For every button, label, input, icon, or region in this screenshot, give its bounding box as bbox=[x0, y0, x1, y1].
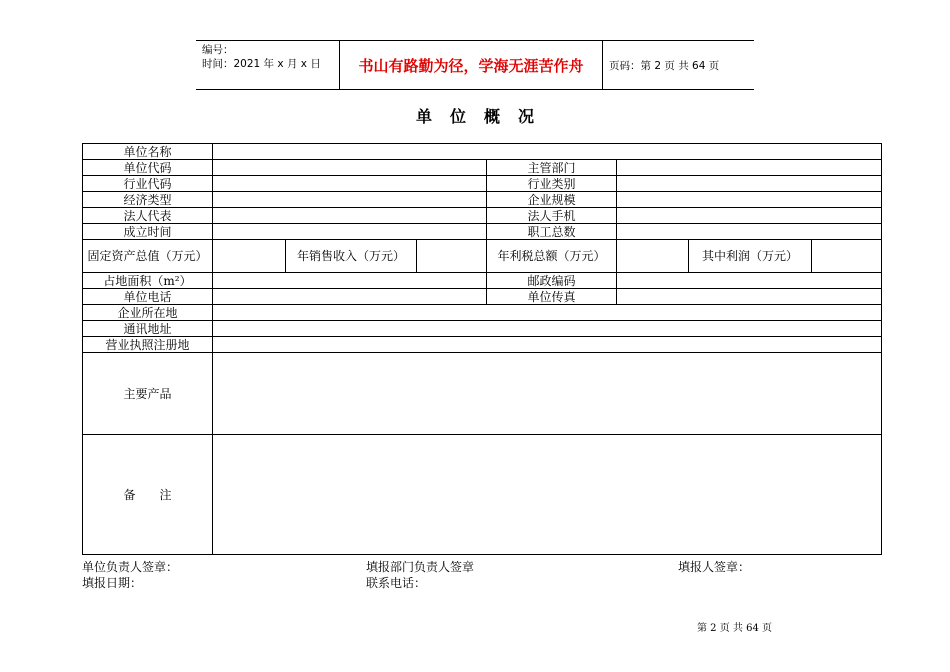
time-label: 时间：2021 年 x 月 x 日 bbox=[202, 58, 321, 70]
field-land-area[interactable] bbox=[213, 273, 487, 289]
field-annual-sales[interactable] bbox=[417, 240, 487, 273]
label-enterprise-scale: 企业规模 bbox=[487, 192, 617, 208]
label-profit: 其中利润（万元） bbox=[689, 240, 812, 273]
field-profit[interactable] bbox=[812, 240, 882, 273]
label-legal-phone: 法人手机 bbox=[487, 208, 617, 224]
field-address[interactable] bbox=[213, 321, 882, 337]
field-main-products[interactable] bbox=[213, 353, 882, 435]
field-industry-code[interactable] bbox=[213, 176, 487, 192]
field-enterprise-scale[interactable] bbox=[617, 192, 882, 208]
label-industry-code: 行业代码 bbox=[83, 176, 213, 192]
label-unit-code: 单位代码 bbox=[83, 160, 213, 176]
label-legal-rep: 法人代表 bbox=[83, 208, 213, 224]
form-title: 单位概况 bbox=[415, 107, 552, 126]
label-land-area: 占地面积（m²） bbox=[83, 273, 213, 289]
page-header bbox=[196, 40, 754, 90]
code-label: 编号： bbox=[202, 44, 234, 56]
field-economy-type[interactable] bbox=[213, 192, 487, 208]
field-license-place[interactable] bbox=[213, 337, 882, 353]
label-main-products: 主要产品 bbox=[83, 353, 213, 435]
field-fixed-assets[interactable] bbox=[213, 240, 286, 273]
header-motto: 书山有路勤为径，学海无涯苦作舟 bbox=[339, 41, 603, 89]
label-founded: 成立时间 bbox=[83, 224, 213, 240]
label-address: 通讯地址 bbox=[83, 321, 213, 337]
label-unit-phone: 单位电话 bbox=[83, 289, 213, 305]
field-postcode[interactable] bbox=[617, 273, 882, 289]
field-industry-type[interactable] bbox=[617, 176, 882, 192]
label-department: 主管部门 bbox=[487, 160, 617, 176]
field-legal-rep[interactable] bbox=[213, 208, 487, 224]
label-annual-tax: 年利税总额（万元） bbox=[487, 240, 617, 273]
field-remarks[interactable] bbox=[213, 435, 882, 555]
dept-sign-label: 填报部门负责人签章 bbox=[366, 560, 475, 574]
header-meta bbox=[202, 43, 337, 71]
label-industry-type: 行业类别 bbox=[487, 176, 617, 192]
header-page-info: 页码：第 2 页 共 64 页 bbox=[609, 59, 720, 72]
contact-phone-label: 联系电话： bbox=[366, 576, 427, 590]
filler-sign-label: 填报人签章： bbox=[678, 560, 751, 574]
label-remarks: 备 注 bbox=[83, 435, 213, 555]
label-license-place: 营业执照注册地 bbox=[83, 337, 213, 353]
field-staff-total[interactable] bbox=[617, 224, 882, 240]
label-unit-fax: 单位传真 bbox=[487, 289, 617, 305]
label-economy-type: 经济类型 bbox=[83, 192, 213, 208]
label-location: 企业所在地 bbox=[83, 305, 213, 321]
label-staff-total: 职工总数 bbox=[487, 224, 617, 240]
label-postcode: 邮政编码 bbox=[487, 273, 617, 289]
field-department[interactable] bbox=[617, 160, 882, 176]
unit-overview-form bbox=[82, 143, 882, 555]
fill-date-label: 填报日期： bbox=[82, 576, 143, 590]
field-founded[interactable] bbox=[213, 224, 487, 240]
label-fixed-assets: 固定资产总值（万元） bbox=[83, 240, 213, 273]
field-legal-phone[interactable] bbox=[617, 208, 882, 224]
page-number: 第 2 页 共 64 页 bbox=[697, 623, 772, 634]
label-unit-name: 单位名称 bbox=[83, 144, 213, 160]
unit-sign-label: 单位负责人签章： bbox=[82, 560, 179, 574]
field-location[interactable] bbox=[213, 305, 882, 321]
field-unit-fax[interactable] bbox=[617, 289, 882, 305]
label-annual-sales: 年销售收入（万元） bbox=[286, 240, 417, 273]
field-annual-tax[interactable] bbox=[617, 240, 689, 273]
field-unit-name[interactable] bbox=[213, 144, 882, 160]
field-unit-phone[interactable] bbox=[213, 289, 487, 305]
field-unit-code[interactable] bbox=[213, 160, 487, 176]
